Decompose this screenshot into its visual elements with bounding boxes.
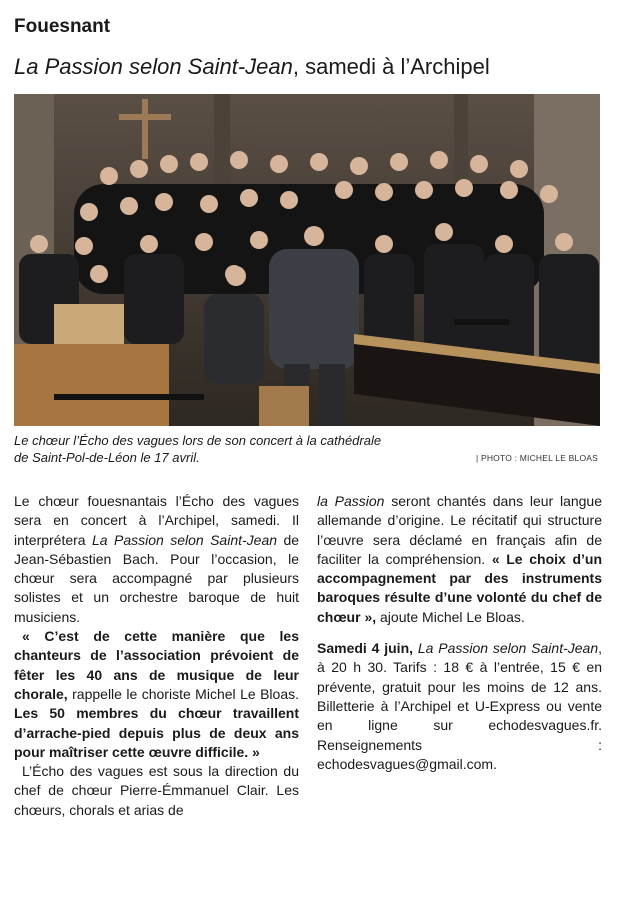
photo-caption — [14, 432, 454, 466]
headline — [14, 54, 614, 80]
section-label: Fouesnant — [14, 16, 111, 37]
caption-line-1: Le chœur l’Écho des vagues lors de son concert à la cathédrale — [14, 433, 382, 448]
p4-text: , à 20 h 30. Tarifs : 18 € à l’entrée, 15 € en prévente, gratuit pour les moins de 12 ans. Billetterie à l’Archipel et U-Express ou vente en ligne sur echodesvagues.fr. Renseignements : echodesvagues@gmail.com. — [317, 640, 602, 772]
p2-text: rappelle le choriste Michel Le Bloas. — [67, 685, 299, 702]
headline-title: La Passion selon Saint-Jean — [14, 54, 293, 79]
p1-text-a: Le chœur fouesnantais l’Écho des vagues sera en concert à l’Archipel, samedi. Il interprétera — [14, 493, 299, 548]
p4-title: La Passion selon Saint-Jean — [413, 640, 599, 657]
p2-quote-1: « C’est de cette manière que les chanteurs de l’association prévoient de fêter les 40 ans de musique de leur chorale, — [14, 628, 299, 702]
article-column-2 — [317, 492, 602, 774]
article-column-1 — [14, 492, 299, 820]
p3-text-b: seront chantés dans leur langue allemande d’origine. Le récitatif qui structure l’œuvre sera déclamé en français afin de faciliter la compréhension. — [317, 493, 603, 567]
paragraph-1 — [14, 492, 299, 627]
caption-line-2: de Saint-Pol-de-Léon le 17 avril. — [14, 450, 200, 465]
p3-text-a: L’Écho des vagues est sous la direction du chef de chœur Pierre-Émmanuel Clair. Les chœurs, chorals et arias de — [14, 763, 299, 818]
p1-text-b: de Jean-Sébastien Bach. Pour l’occasion, le chœur sera accompagné par plusieurs solistes et un orchestre baroque de huit musiciens. — [14, 531, 300, 625]
photo-credit: | PHOTO : MICHEL LE BLOAS — [476, 453, 598, 463]
paragraph-4 — [317, 639, 602, 774]
p3-quote: « Le choix d’un accompagnement par des instruments baroques résulte d’une volonté du chef de chœur », — [317, 550, 602, 625]
p3-title: la Passion — [317, 493, 385, 509]
p1-title: La Passion selon Saint-Jean — [92, 531, 278, 548]
p3-text-end: ajoute Michel Le Bloas. — [376, 608, 525, 625]
choir-photo — [14, 94, 600, 426]
headline-rest: , samedi à l’Archipel — [292, 54, 490, 79]
p4-date: Samedi 4 juin, — [317, 640, 414, 657]
paragraph-3-end — [317, 492, 602, 627]
paragraph-3-start — [14, 762, 299, 820]
p2-quote-2: Les 50 membres du chœur travaillent d’arrache-pied depuis plus de deux ans pour maîtriser cette œuvre difficile. » — [14, 705, 299, 760]
choir-photo-illustration — [14, 94, 600, 426]
paragraph-2 — [14, 627, 299, 762]
